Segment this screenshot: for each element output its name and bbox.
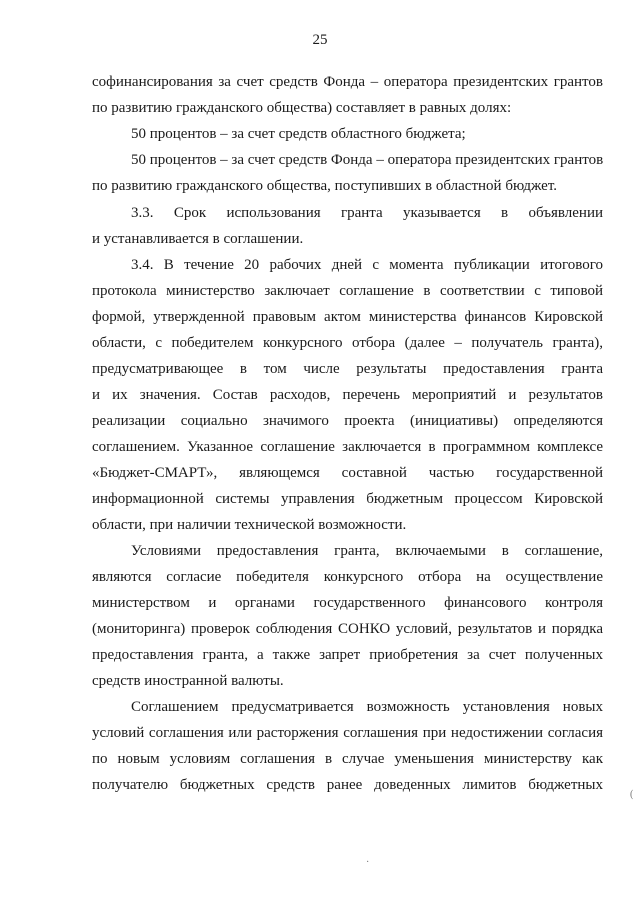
text-line: соглашением. Указанное соглашение заключается в программном комплексе — [92, 439, 603, 455]
text-line: министерством и органами государственного финансового контроля — [92, 595, 603, 611]
scan-speck: ( — [630, 789, 634, 800]
text-line: и их значения. Состав расходов, перечень мероприятий и результатов — [92, 387, 603, 403]
text-line: получателю бюджетных средств ранее доведенных лимитов бюджетных — [92, 777, 603, 793]
text-line: 50 процентов – за счет средств областного бюджета; — [131, 126, 466, 142]
text-line: Условиями предоставления гранта, включаемыми в соглашение, — [131, 543, 603, 559]
text-line: софинансирования за счет средств Фонда – оператора президентских грантов — [92, 74, 603, 90]
text-line: области, при наличии технической возможности. — [92, 517, 407, 533]
text-line: предоставления гранта, а также запрет приобретения за счет полученных — [92, 647, 603, 663]
text-line: по развитию гражданского общества) составляет в равных долях: — [92, 100, 512, 116]
text-line: области, с победителем конкурсного отбора (далее – получатель гранта), — [92, 335, 603, 351]
text-line: по развитию гражданского общества, поступивших в областной бюджет. — [92, 178, 558, 194]
text-line: предусматривающее в том числе результаты предоставления гранта — [92, 361, 603, 377]
text-line: «Бюджет-СМАРТ», являющемся составной частью государственной — [92, 465, 603, 481]
text-line: 3.4. В течение 20 рабочих дней с момента публикации итогового — [131, 257, 603, 273]
text-line: по новым условиям соглашения в случае уменьшения министерству как — [92, 751, 603, 767]
text-line: 50 процентов – за счет средств Фонда – оператора президентских грантов — [131, 152, 603, 168]
text-line: и устанавливается в соглашении. — [92, 231, 304, 247]
text-line: 3.3. Срок использования гранта указывается в объявлении — [131, 205, 603, 221]
text-line: реализации социально значимого проекта (инициативы) определяются — [92, 413, 603, 429]
page-number: 25 — [312, 32, 328, 48]
text-line: (мониторинга) проверок соблюдения СОНКО условий, результатов и порядка — [92, 621, 603, 637]
text-line: формой, утвержденной правовым актом министерства финансов Кировской — [92, 309, 603, 325]
text-line: Соглашением предусматривается возможность установления новых — [131, 699, 603, 715]
text-line: информационной системы управления бюджетным процессом Кировской — [92, 491, 603, 507]
text-line: условий соглашения или расторжения соглашения при недостижении согласия — [92, 725, 603, 741]
text-line: средств иностранной валюты. — [92, 673, 284, 689]
text-line: протокола министерство заключает соглашение в соответствии с типовой — [92, 283, 603, 299]
text-line: являются согласие победителя конкурсного отбора на осуществление — [92, 569, 603, 585]
scan-speck: · — [366, 857, 370, 868]
